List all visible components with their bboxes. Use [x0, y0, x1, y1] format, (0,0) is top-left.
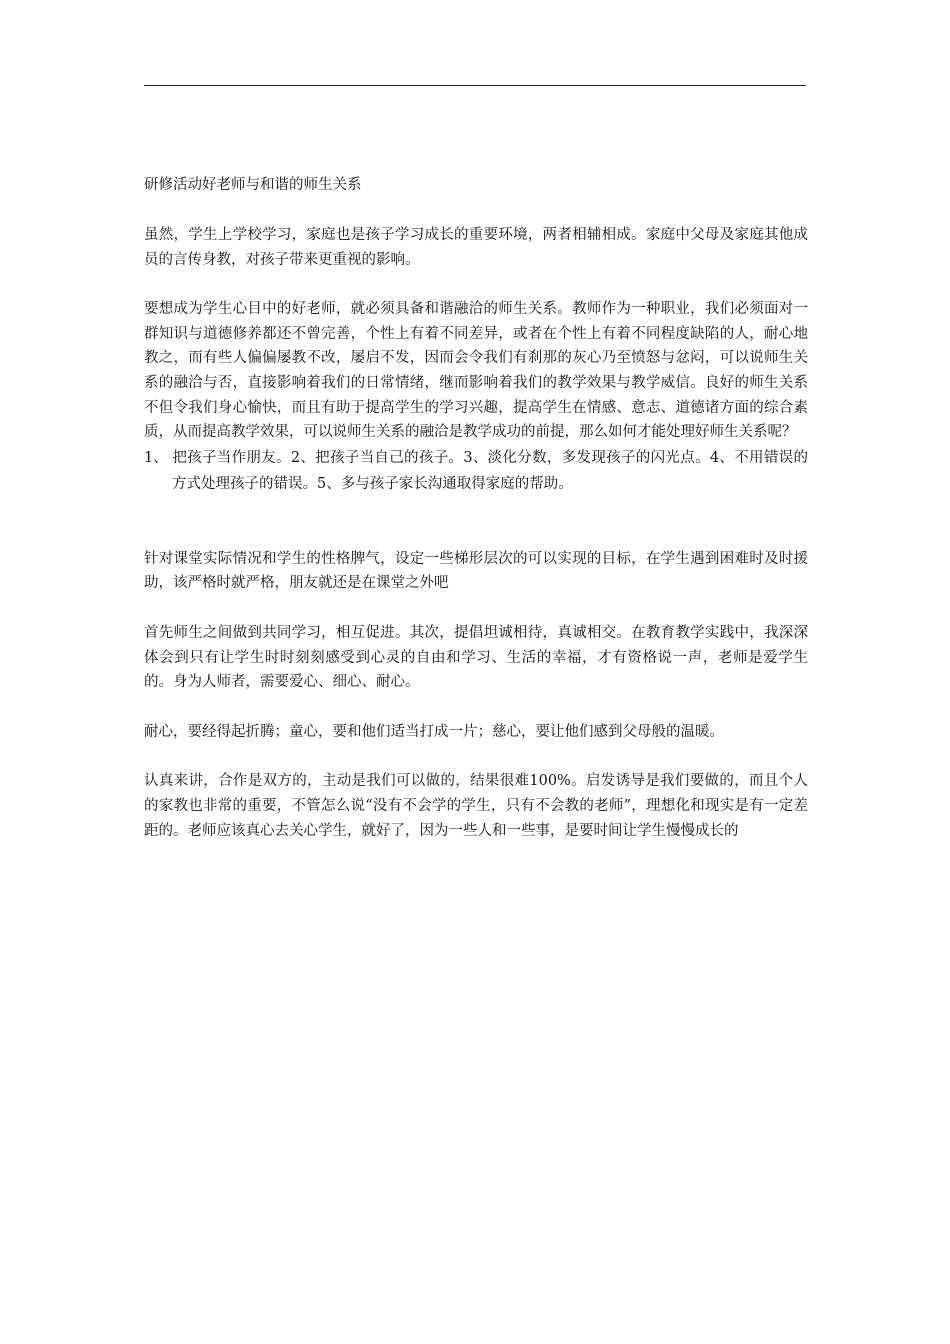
paragraph-family-environment: 虽然，学生上学校学习，家庭也是孩子学习成长的重要环境，两者相辅相成。家庭中父母及家庭其他成员的言传身教，对孩子带来更重视的影响。: [144, 227, 808, 268]
paragraph-patience: 耐心，要经得起折腾；童心，要和他们适当打成一片；慈心，要让他们感到父母般的温暖。: [144, 723, 724, 740]
paragraph-classroom-goals: 针对课堂实际情况和学生的性格脾气，设定一些梯形层次的可以实现的目标，在学生遇到困难时及时援助，该严格时就严格，朋友就还是在课堂之外吧: [144, 550, 808, 592]
header-rule: [144, 85, 806, 86]
list-item-number: 1、: [144, 449, 168, 466]
document-body: [144, 172, 808, 843]
list-item-text: 把孩子当作朋友。2、把孩子当自己的孩子。3、淡化分数，多发现孩子的闪光点。4、不用错误的方式处理孩子的错误。5、多与孩子家长沟通取得家庭的帮助。: [172, 449, 808, 492]
list-item: [144, 445, 808, 497]
paragraph-cooperation: 认真来讲，合作是双方的，主动是我们可以做的，结果很难100%。启发诱导是我们要做的，而且个人的家教也非常的重要，不管怎么说“没有不会学的学生，只有不会教的老师”，理想化和现实是有一定差距的。老师应该真心去关心学生，就好了，因为一些人和一些事，是要时间让学生慢慢成长的: [144, 773, 808, 839]
document-title: 研修活动好老师与和谐的师生关系: [144, 177, 362, 193]
paragraph-teacher-student-relationship: 要想成为学生心目中的好老师，就必须具备和谐融洽的师生关系。教师作为一种职业，我们必须面对一群知识与道德修养都还不曾完善，个性上有着不同差异，或者在个性上有着不同程度缺陷的人，耐心地教之，而有些人偏偏屡教不改，屡启不发，因而会令我们有刹那的灰心乃至愤怒与忿闷，可以说师生关系的融洽与否，直接影响着我们的日常情绪，继而影响着我们的教学效果与教学威信。良好的师生关系不但令我们身心愉快，而且有助于提高学生的学习兴趣，提高学生在情感、意志、道德诸方面的综合素质，从而提高教学效果，可以说师生关系的融洽是教学成功的前提，那么如何才能处理好师生关系呢？: [144, 301, 808, 441]
paragraph-mutual-learning: 首先师生之间做到共同学习，相互促进。其次，提倡坦诚相待，真诚相交。在教育教学实践中，我深深体会到只有让学生时时刻刻感受到心灵的自由和学习、生活的幸福，才有资格说一声，老师是爱学生的。身为人师者，需要爱心、细心、耐心。: [144, 624, 808, 691]
